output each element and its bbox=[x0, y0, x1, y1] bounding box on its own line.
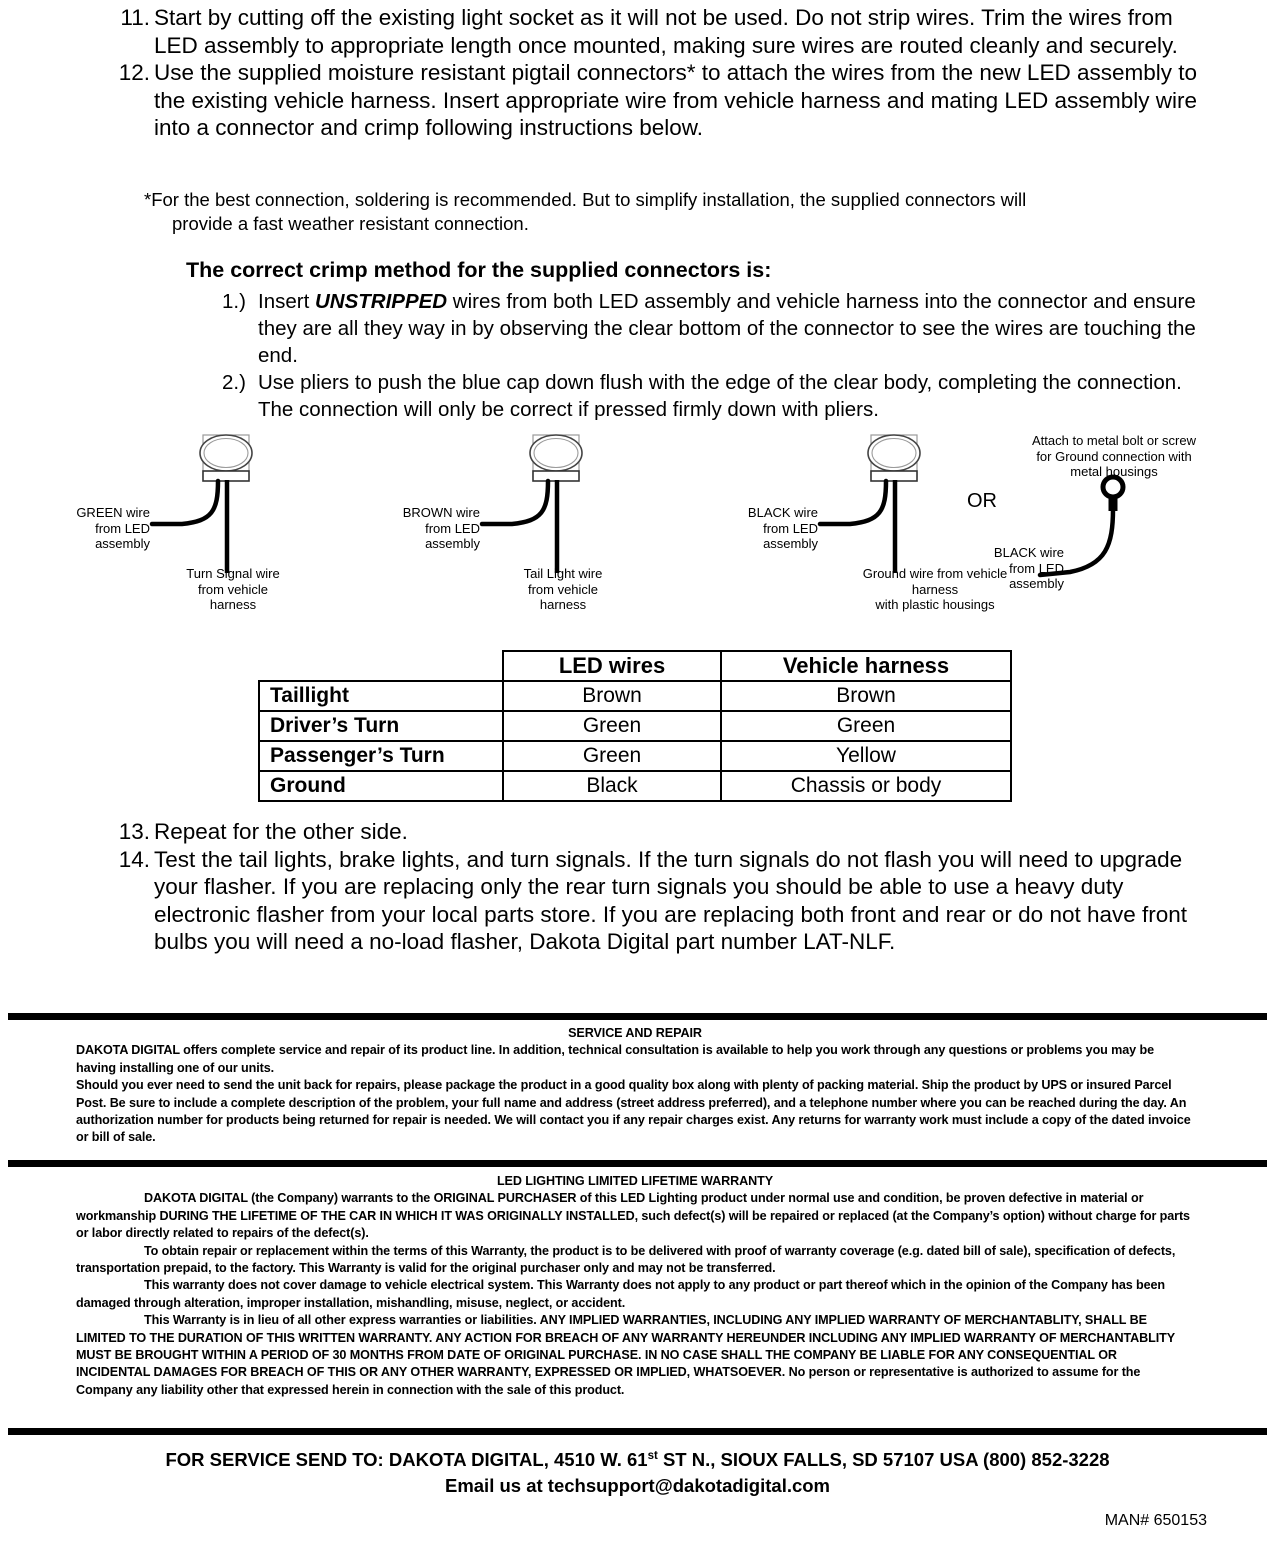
substep-post: wires from both LED assembly and vehicle harness into the connector and ensure they are all they way in by observing the clear bottom of the connector to see the wires are touching the end. bbox=[258, 290, 1196, 367]
cell-vehicle-harness: Green bbox=[721, 711, 1011, 741]
warranty-paragraph-2: To obtain repair or replacement within the terms of this Warranty, the product is to be delivered with proof of warranty coverage (e.g. dated bill of sale), specification of defects, transportation prepaid, to the factory. This Warranty is valid for the original purchaser only and may not be transferred. bbox=[76, 1243, 1176, 1276]
substep-text bbox=[258, 288, 1197, 369]
service-and-repair-section bbox=[76, 1025, 1194, 1147]
label-turn-signal-harness: Turn Signal wire from vehicle harness bbox=[186, 566, 280, 612]
label-tail-light-harness: Tail Light wire from vehicle harness bbox=[523, 566, 603, 612]
footer-address-a: 4510 W. 61 bbox=[548, 1449, 648, 1471]
cell-led-wire: Green bbox=[503, 711, 721, 741]
row-label: Driver’s Turn bbox=[259, 711, 503, 741]
substep-pre: Insert bbox=[258, 290, 315, 313]
row-label: Taillight bbox=[259, 681, 503, 711]
table-corner-cell bbox=[259, 651, 503, 681]
cell-vehicle-harness: Yellow bbox=[721, 741, 1011, 771]
connector-footnote bbox=[144, 188, 1164, 236]
table-header-led-wires: LED wires bbox=[503, 651, 721, 681]
step-text: Repeat for the other side. bbox=[154, 819, 408, 844]
service-contact-footer bbox=[0, 1443, 1275, 1499]
warranty-paragraph-4: This Warranty is in lieu of all other express warranties or liabilities. ANY IMPLIED WARRANTIES, INCLUDING ANY IMPLIED WARRANTY OF MERCHANTABLITY, SHALL BE LIMITED TO THE DURATION OF THIS WRITTEN WARRANTY. ANY ACTION FOR BREACH OF ANY WARRANTY HEREUNDER INCLUDING ANY IMPLIED WARRANTY OF MERCHANTABLITY MUST BE BROUGHT WITHIN A PERIOD OF 30 MONTHS FROM DATE OF ORIGINAL PURCHASE. IN NO CASE SHALL THE COMPANY BE LIABLE FOR ANY CONSEQUENTIAL OR INCIDENTAL DAMAGES FOR BREACH OF THIS OR ANY OTHER WARRANTY, EXPRESSED OR IMPLIED, WHATSOEVER. No person or representative is authorized to assume for the Company any liability other that expressed herein in connection with the sale of this product. bbox=[76, 1313, 1175, 1397]
crimp-substeps bbox=[222, 288, 1197, 423]
step-14 bbox=[110, 846, 1210, 956]
table-row bbox=[259, 741, 1011, 771]
footer-company-name: DAKOTA DIGITAL, bbox=[388, 1449, 549, 1471]
divider-rule-bottom bbox=[8, 1428, 1267, 1435]
step-text: Use the supplied moisture resistant pigtail connectors* to attach the wires from the new LED assembly to the existing vehicle harness. Insert appropriate wire from vehicle harness and mating LED assembly wire into a connector and crimp following instructions below. bbox=[154, 60, 1197, 140]
footer-address-b: ST N., SIOUX FALLS, SD 57107 USA (800) 852-3228 bbox=[657, 1449, 1110, 1471]
row-label: Passenger’s Turn bbox=[259, 741, 503, 771]
footnote-line-1: *For the best connection, soldering is recommended. But to simplify installation, the supplied connectors will bbox=[144, 189, 1027, 210]
manual-number: MAN# 650153 bbox=[1104, 1512, 1207, 1529]
table-row bbox=[259, 711, 1011, 741]
service-title: SERVICE AND REPAIR bbox=[568, 1026, 702, 1040]
substep-number: 1.) bbox=[222, 290, 246, 313]
cell-led-wire: Black bbox=[503, 771, 721, 801]
footnote-line-2: provide a fast weather resistant connection. bbox=[172, 213, 529, 234]
warranty-paragraph-3: This warranty does not cover damage to vehicle electrical system. This Warranty does not apply to any product or part thereof which in the opinion of the Company has been damaged through alteration, improper installation, mishandling, misuse, neglect, or accident. bbox=[76, 1278, 1166, 1310]
divider-rule-top bbox=[8, 1013, 1267, 1020]
footer-prefix: FOR SERVICE SEND TO: bbox=[165, 1449, 389, 1471]
divider-rule-middle bbox=[8, 1160, 1267, 1167]
table-row bbox=[259, 771, 1011, 801]
service-para2-bold: is bbox=[430, 1113, 441, 1128]
step-number: 12. bbox=[118, 60, 150, 85]
footer-ordinal-suffix: st bbox=[647, 1450, 658, 1462]
or-separator-text: OR bbox=[967, 490, 997, 512]
crimp-substep-1 bbox=[222, 288, 1197, 369]
step-11 bbox=[110, 4, 1210, 59]
crimp-substep-2 bbox=[222, 369, 1197, 423]
service-para2-a: Should you ever need to send the unit back for repairs, please package the product in a good quality box along with plenty of packing material. Ship the product by UPS or insured Parcel Post. Be sure to include a complete description of the problem, your full name and address (street address preferred), and a telephone number where you can be reached during the day. An authorization number for products being returned for repair bbox=[76, 1078, 1187, 1128]
warranty-section bbox=[76, 1173, 1194, 1399]
cell-led-wire: Brown bbox=[503, 681, 721, 711]
table-header-row bbox=[259, 651, 1011, 681]
substep-emphasis: UNSTRIPPED bbox=[314, 290, 448, 313]
warranty-title: LED LIGHTING LIMITED LIFETIME WARRANTY bbox=[496, 1174, 774, 1188]
row-label: Ground bbox=[259, 771, 503, 801]
cell-vehicle-harness: Brown bbox=[721, 681, 1011, 711]
service-paragraph-2 bbox=[76, 1077, 1194, 1147]
instruction-steps-top bbox=[110, 4, 1210, 142]
label-black-led-ring: BLACK wire from LED assembly bbox=[993, 545, 1064, 591]
step-text: Start by cutting off the existing light socket as it will not be used. Do not strip wires. Trim the wires from LED assembly to appropriate length once mounted, making sure wires are routed cleanly and securely. bbox=[154, 5, 1178, 58]
wire-reference-table bbox=[258, 650, 1012, 802]
step-13 bbox=[110, 818, 1210, 846]
table-header-vehicle-harness: Vehicle harness bbox=[721, 651, 1011, 681]
label-green-led-wire: GREEN wire from LED assembly bbox=[76, 505, 150, 551]
cell-led-wire: Green bbox=[503, 741, 721, 771]
label-ground-harness: Ground wire from vehicle harness with plastic housings bbox=[862, 566, 1008, 612]
crimp-method-heading: The correct crimp method for the supplied connectors is: bbox=[186, 258, 772, 282]
label-brown-led-wire: BROWN wire from LED assembly bbox=[402, 505, 480, 551]
step-text: Test the tail lights, brake lights, and turn signals. If the turn signals do not flash you will need to upgrade your flasher. If you are replacing only the rear turn signals you should be able to use a heavy duty electronic flasher from your local parts store. If you are replacing both front and rear or do not have front bulbs you will need a no-load flasher, Dakota Digital part number LAT-NLF. bbox=[154, 846, 1188, 954]
step-12 bbox=[110, 59, 1210, 142]
wiring-diagram bbox=[0, 425, 1275, 625]
substep-text: Use pliers to push the blue cap down flush with the edge of the clear body, completing the connection. The connection will only be correct if pressed firmly down with pliers. bbox=[258, 371, 1182, 421]
label-black-led-wire: BLACK wire from LED assembly bbox=[747, 505, 818, 551]
step-number: 13. bbox=[118, 819, 150, 844]
service-para2-b: needed. We will contact you if any repair charges exist. Any returns for warranty work must include a copy of the dated invoice or bill of sale. bbox=[76, 1113, 1191, 1145]
footer-address-line bbox=[0, 1443, 1275, 1473]
footer-email-line: Email us at techsupport@dakotadigital.com bbox=[444, 1475, 831, 1497]
step-number: 14. bbox=[118, 846, 150, 872]
step-number: 11. bbox=[120, 5, 150, 30]
label-attach-metal-bolt: Attach to metal bolt or screw for Ground connection with metal housings bbox=[1031, 433, 1196, 479]
warranty-paragraph-1: DAKOTA DIGITAL (the Company) warrants to the ORIGINAL PURCHASER of this LED Lighting product under normal use and condition, be proven defective in material or workmanship DURING THE LIFETIME OF THE CAR IN WHICH IT WAS ORIGINALLY INSTALLED, such defect(s) will be repaired or replaced (at the Company’s option) without charge for parts or labor directly related to repairs of the defect(s). bbox=[76, 1191, 1190, 1241]
instruction-steps-bottom bbox=[110, 818, 1210, 956]
cell-vehicle-harness: Chassis or body bbox=[721, 771, 1011, 801]
table-row bbox=[259, 681, 1011, 711]
substep-number: 2.) bbox=[222, 371, 246, 394]
service-paragraph-1: DAKOTA DIGITAL offers complete service and repair of its product line. In addition, technical consultation is available to help you work through any questions or problems you may be having installing one of our units. bbox=[76, 1043, 1154, 1075]
